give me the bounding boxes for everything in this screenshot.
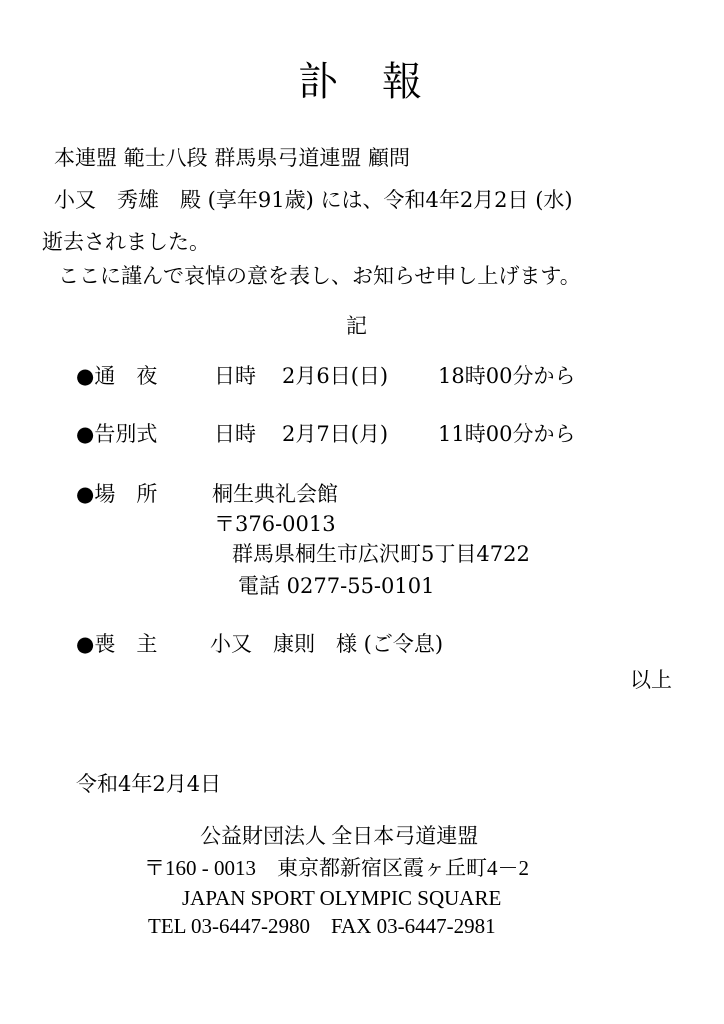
place-phone: 電話 0277-55-0101 bbox=[238, 574, 435, 598]
moshu-name: 小又 康則 様 (ご令息) bbox=[210, 632, 444, 656]
org-contact: TEL 03-6447-2980 FAX 03-6447-2981 bbox=[148, 914, 496, 938]
place-address: 群馬県桐生市広沢町5丁目4722 bbox=[232, 542, 530, 566]
kokubetsu-time-label: 日時 bbox=[214, 422, 256, 446]
tsuya-time: 18時00分から bbox=[438, 364, 576, 388]
org-address: 〒160 - 0013 東京都新宿区霞ヶ丘町4－2 bbox=[144, 856, 529, 880]
moshu-label: ●喪 主 bbox=[76, 632, 158, 656]
org-name: 公益財団法人 全日本弓道連盟 bbox=[200, 824, 479, 848]
place-label: ●場 所 bbox=[76, 482, 158, 506]
ki-heading: 記 bbox=[346, 314, 367, 338]
kokubetsu-label: ●告別式 bbox=[76, 422, 158, 446]
intro-line-3: 逝去されました。 bbox=[42, 230, 210, 254]
place-postal: 〒376-0013 bbox=[214, 512, 336, 536]
document-date: 令和4年2月4日 bbox=[76, 772, 222, 796]
ijo-text: 以上 bbox=[630, 668, 672, 692]
tsuya-label: ●通 夜 bbox=[76, 364, 158, 388]
kokubetsu-date: 2月7日(月) bbox=[282, 422, 389, 446]
org-building: JAPAN SPORT OLYMPIC SQUARE bbox=[182, 886, 502, 910]
tsuya-date: 2月6日(日) bbox=[282, 364, 389, 388]
intro-line-4: ここに謹んで哀悼の意を表し、お知らせ申し上げます。 bbox=[58, 264, 581, 288]
intro-line-1: 本連盟 範士八段 群馬県弓道連盟 顧問 bbox=[54, 146, 411, 170]
page-title: 訃 報 bbox=[298, 59, 424, 105]
tsuya-time-label: 日時 bbox=[214, 364, 256, 388]
intro-line-2: 小又 秀雄 殿 (享年91歳) には、令和4年2月2日 (水) bbox=[54, 188, 573, 212]
place-name: 桐生典礼会館 bbox=[212, 482, 338, 506]
kokubetsu-time: 11時00分から bbox=[438, 422, 576, 446]
